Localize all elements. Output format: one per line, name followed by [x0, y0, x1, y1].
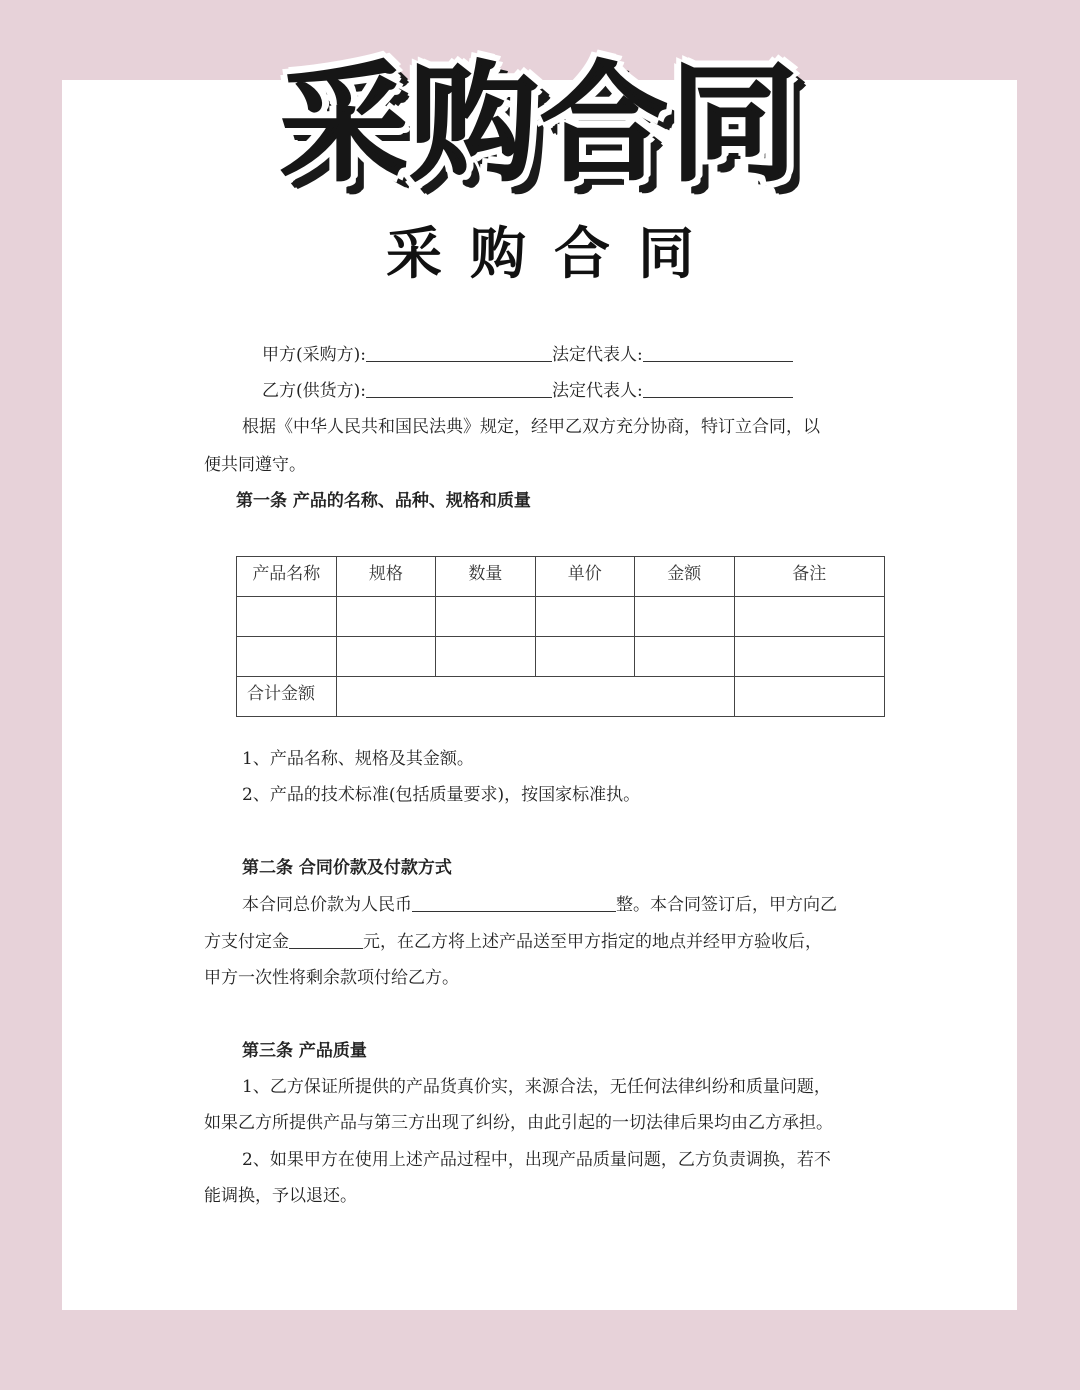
article-3-heading: 第三条 产品质量 [242, 1041, 367, 1061]
article-1-item-2: 2、产品的技术标准(包括质量要求)，按国家标准执。 [242, 785, 641, 805]
party-a-legal-rep-label: 法定代表人: [552, 345, 643, 365]
article-2-line-2 [204, 927, 822, 952]
party-b-legal-rep-label: 法定代表人: [552, 381, 643, 401]
article-2-line-2-a: 方支付定金 [204, 932, 289, 952]
table-cell [734, 637, 885, 677]
article-3-p1-line-1: 1、乙方保证所提供的产品货真价实，来源合法，无任何法律纠纷和质量问题， [242, 1077, 831, 1097]
total-value-cell [336, 677, 734, 717]
table-cell [535, 637, 634, 677]
table-cell [436, 637, 535, 677]
table-cell [336, 637, 435, 677]
party-a-row [262, 340, 793, 365]
table-header-cell: 备注 [734, 557, 885, 597]
article-2-line-1-a: 本合同总价款为人民币 [242, 895, 412, 915]
table-row [237, 597, 885, 637]
article-3-p2-line-2: 能调换，予以退还。 [204, 1186, 357, 1206]
product-table [236, 556, 885, 717]
total-label: 合计金额 [237, 677, 337, 717]
party-b-label: 乙方(供货方): [262, 381, 366, 401]
article-2-line-3: 甲方一次性将剩余款项付给乙方。 [204, 968, 459, 988]
intro-line-2: 便共同遵守。 [204, 455, 306, 475]
table-row [237, 637, 885, 677]
table-header-cell: 产品名称 [237, 557, 337, 597]
article-2-line-1 [242, 890, 837, 915]
table-cell [237, 637, 337, 677]
table-cell [734, 597, 885, 637]
article-3-p2-line-1: 2、如果甲方在使用上述产品过程中，出现产品质量问题，乙方负责调换，若不 [242, 1150, 831, 1170]
table-header-row [237, 557, 885, 597]
article-2-line-2-b: 元，在乙方将上述产品送至甲方指定的地点并经甲方验收后， [363, 932, 822, 952]
total-price-blank [412, 895, 616, 912]
party-a-label: 甲方(采购方): [262, 345, 366, 365]
party-a-legal-rep-blank [643, 345, 793, 362]
article-2-line-1-b: 整。本合同签订后，甲方向乙 [616, 895, 837, 915]
party-b-row [262, 376, 793, 401]
table-cell [336, 597, 435, 637]
article-1-heading: 第一条 产品的名称、品种、规格和质量 [236, 491, 531, 511]
banner-title: 采购合同 [279, 50, 800, 199]
table-cell [635, 597, 734, 637]
table-total-row [237, 677, 885, 717]
table-header-cell: 数量 [436, 557, 535, 597]
table-cell [635, 637, 734, 677]
table-cell [436, 597, 535, 637]
table-header-cell: 单价 [535, 557, 634, 597]
article-2-heading: 第二条 合同价款及付款方式 [242, 858, 452, 878]
party-a-blank [366, 345, 552, 362]
intro-line-1: 根据《中华人民共和国民法典》规定，经甲乙双方充分协商，特订立合同，以 [242, 417, 820, 437]
article-1-item-1: 1、产品名称、规格及其金额。 [242, 749, 474, 769]
party-b-legal-rep-blank [643, 381, 793, 398]
deposit-blank [289, 932, 363, 949]
document-title: 采购合同 [386, 222, 722, 287]
article-3-p1-line-2: 如果乙方所提供产品与第三方出现了纠纷，由此引起的一切法律后果均由乙方承担。 [204, 1113, 833, 1133]
table-header-cell: 规格 [336, 557, 435, 597]
table-cell [237, 597, 337, 637]
table-cell [535, 597, 634, 637]
total-remark-cell [734, 677, 885, 717]
party-b-blank [366, 381, 552, 398]
table-header-cell: 金额 [635, 557, 734, 597]
